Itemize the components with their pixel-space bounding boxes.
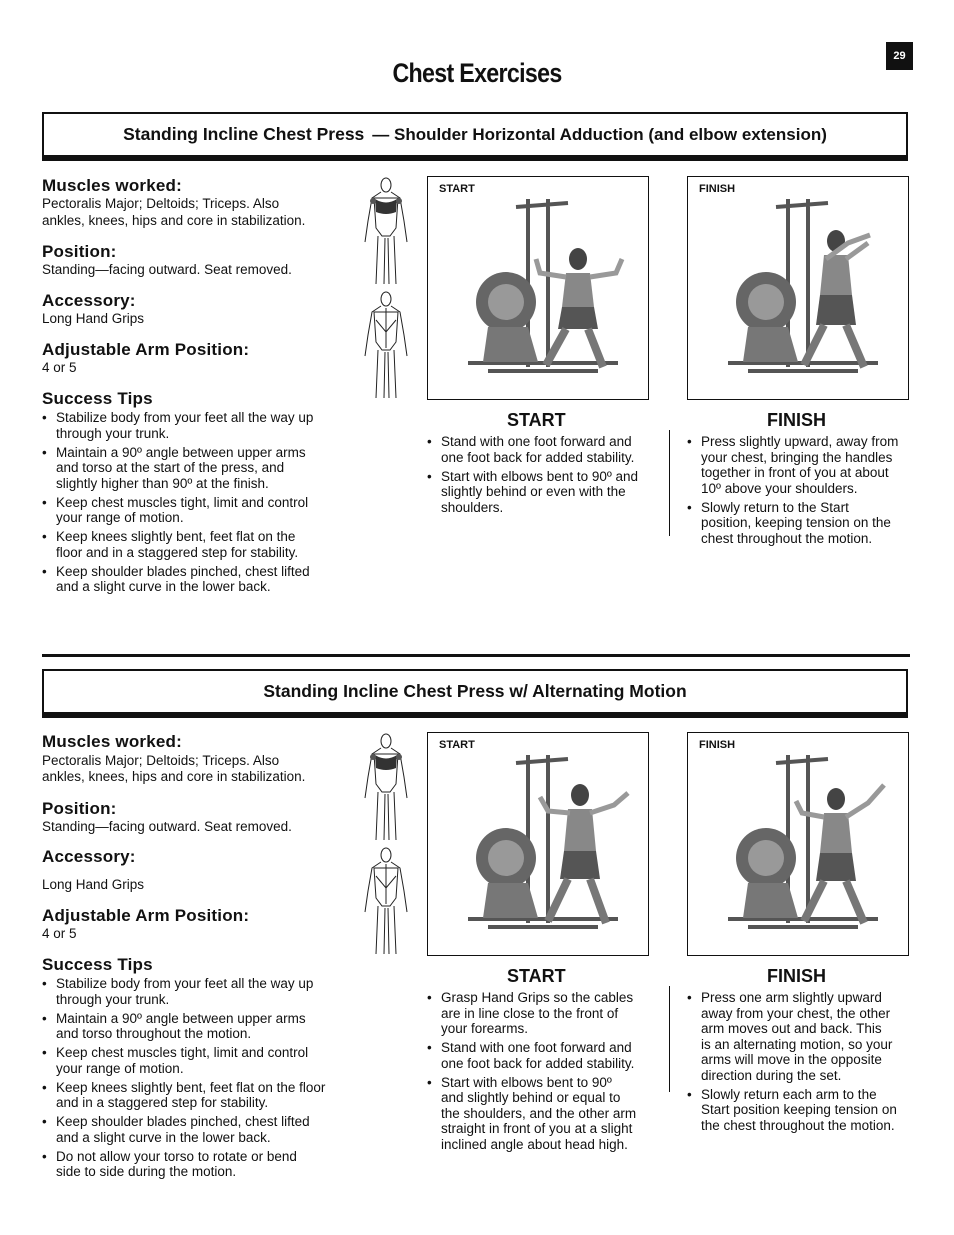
section-1-subtitle: — Shoulder Horizontal Adduction (and elbow extension) bbox=[372, 124, 827, 144]
machine-illustration bbox=[688, 733, 909, 956]
finish-step: • Press slightly upward, away from your chest, bringing the handles together in front of you at about 10º above your shoulders. bbox=[687, 434, 919, 496]
tip-item: • Keep chest muscles tight, limit and control your range of motion. bbox=[42, 495, 342, 526]
machine-illustration bbox=[688, 177, 909, 400]
tip-item: • Keep shoulder blades pinched, chest lifted and a slight curve in the lower back. bbox=[42, 564, 342, 595]
tip-item: • Maintain a 90º angle between upper arms and torso at the start of the press, and slightly higher than 90º at the finish. bbox=[42, 445, 342, 492]
finish-steps-list bbox=[687, 434, 919, 550]
start-photo bbox=[427, 732, 649, 956]
finish-photo bbox=[687, 176, 909, 400]
muscles-text-1: Pectoralis Major; Deltoids; Triceps. Also bbox=[42, 196, 280, 211]
success-tips-heading: Success Tips bbox=[42, 955, 153, 974]
finish-steps-list bbox=[687, 990, 919, 1137]
page-number: 29 bbox=[886, 42, 913, 70]
accessory-heading: Accessory: bbox=[42, 291, 136, 310]
start-step: • Start with elbows bent to 90º and slightly behind or equal to the shoulders, and the other arm straight in front of you at a slight inclined angle about head high. bbox=[427, 1075, 659, 1153]
finish-step: • Slowly return to the Start position, keeping tension on the chest throughout the motion. bbox=[687, 500, 919, 547]
section-divider bbox=[42, 654, 910, 657]
start-heading: START bbox=[507, 966, 566, 986]
finish-photo bbox=[687, 732, 909, 956]
start-photo-label: START bbox=[439, 183, 475, 195]
success-tips-heading: Success Tips bbox=[42, 389, 153, 408]
section-1-title: Standing Incline Chest Press bbox=[123, 124, 365, 144]
start-step: • Stand with one foot forward and one foot back for added stability. bbox=[427, 1040, 659, 1071]
section-1-header bbox=[42, 112, 908, 161]
section-2-title: Standing Incline Chest Press w/ Alternating Motion bbox=[263, 681, 687, 701]
anatomy-back-figure bbox=[360, 846, 412, 958]
page-title: Chest Exercises bbox=[392, 58, 562, 88]
position-heading: Position: bbox=[42, 799, 117, 818]
machine-illustration bbox=[428, 177, 649, 400]
finish-heading: FINISH bbox=[767, 410, 827, 430]
success-tips-list bbox=[42, 976, 352, 1183]
tip-item: • Keep knees slightly bent, feet flat on the floor and in a staggered step for stability. bbox=[42, 529, 342, 560]
start-heading: START bbox=[507, 410, 566, 430]
tip-item: • Keep shoulder blades pinched, chest lifted and a slight curve in the lower back. bbox=[42, 1114, 352, 1145]
arm-position-heading: Adjustable Arm Position: bbox=[42, 340, 250, 359]
muscles-text-1: Pectoralis Major; Deltoids; Triceps. Also bbox=[42, 753, 280, 768]
position-text: Standing—facing outward. Seat removed. bbox=[42, 262, 292, 277]
start-step: • Start with elbows bent to 90º and slightly behind or even with the shoulders. bbox=[427, 469, 659, 516]
tip-item: • Maintain a 90º angle between upper arms and torso throughout the motion. bbox=[42, 1011, 352, 1042]
start-photo bbox=[427, 176, 649, 400]
accessory-text: Long Hand Grips bbox=[42, 877, 145, 892]
tip-item: • Do not allow your torso to rotate or bend side to side during the motion. bbox=[42, 1149, 352, 1180]
accessory-heading: Accessory: bbox=[42, 847, 136, 866]
finish-heading: FINISH bbox=[767, 966, 827, 986]
muscles-text-2: ankles, knees, hips and core in stabilization. bbox=[42, 769, 306, 784]
muscles-text-2: ankles, knees, hips and core in stabilization. bbox=[42, 213, 306, 228]
column-divider bbox=[669, 430, 670, 536]
anatomy-back-figure bbox=[360, 290, 412, 402]
muscles-heading: Muscles worked: bbox=[42, 176, 182, 195]
column-divider bbox=[669, 986, 670, 1092]
start-steps-list bbox=[427, 434, 659, 519]
start-steps-list bbox=[427, 990, 659, 1156]
start-step: • Grasp Hand Grips so the cables are in line close to the front of your forearms. bbox=[427, 990, 659, 1037]
finish-step: • Slowly return each arm to the Start position keeping tension on the chest throughout the motion. bbox=[687, 1087, 919, 1134]
arm-position-text: 4 or 5 bbox=[42, 360, 77, 375]
finish-photo-label: FINISH bbox=[699, 183, 736, 195]
arm-position-heading: Adjustable Arm Position: bbox=[42, 906, 250, 925]
finish-step: • Press one arm slightly upward away from your chest, the other arm moves out and back. This is an alternating motion, so your arms will move in the opposite direction during the set. bbox=[687, 990, 919, 1083]
tip-item: • Keep chest muscles tight, limit and control your range of motion. bbox=[42, 1045, 352, 1076]
position-heading: Position: bbox=[42, 242, 117, 261]
anatomy-front-figure bbox=[360, 732, 412, 844]
start-photo-label: START bbox=[439, 739, 475, 751]
tip-item: • Stabilize body from your feet all the way up through your trunk. bbox=[42, 410, 342, 441]
anatomy-front-figure bbox=[360, 176, 412, 288]
position-text: Standing—facing outward. Seat removed. bbox=[42, 819, 292, 834]
arm-position-text: 4 or 5 bbox=[42, 926, 77, 941]
start-step: • Stand with one foot forward and one foot back for added stability. bbox=[427, 434, 659, 465]
machine-illustration bbox=[428, 733, 649, 956]
success-tips-list bbox=[42, 410, 342, 598]
accessory-text: Long Hand Grips bbox=[42, 311, 145, 326]
tip-item: • Stabilize body from your feet all the way up through your trunk. bbox=[42, 976, 352, 1007]
finish-photo-label: FINISH bbox=[699, 739, 736, 751]
muscles-heading: Muscles worked: bbox=[42, 732, 182, 751]
section-2-header bbox=[42, 669, 908, 718]
tip-item: • Keep knees slightly bent, feet flat on the floor and in a staggered step for stability. bbox=[42, 1080, 352, 1111]
